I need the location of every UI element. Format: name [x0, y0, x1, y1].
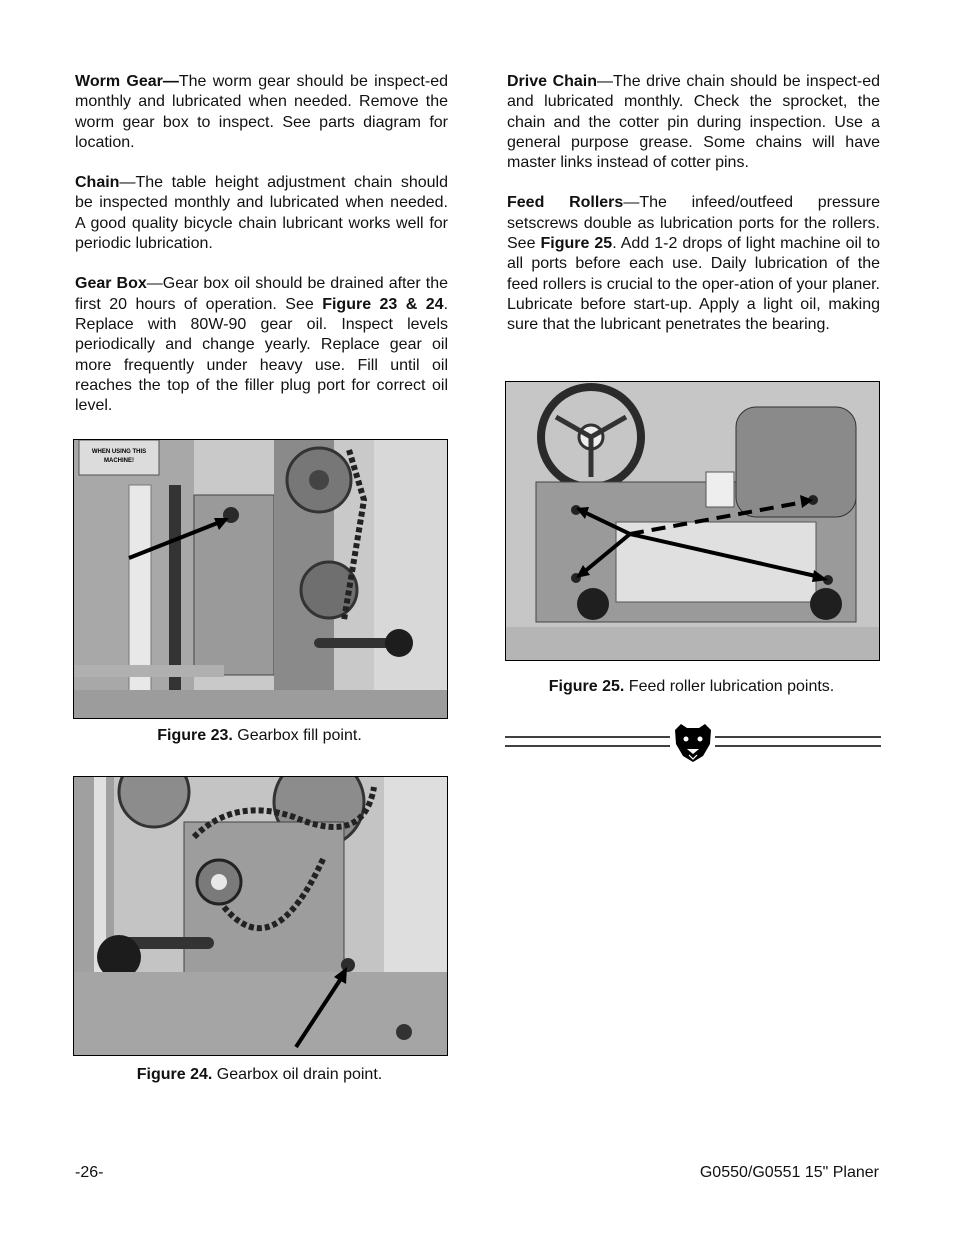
drive-chain-paragraph [507, 72, 880, 173]
gear-box-text-a: —Gear box oil should be drained after the first 20 hours of operation. See [75, 275, 449, 313]
figure-25-caption-text: Feed roller lubrication points. [624, 678, 835, 695]
figure-25-caption [505, 678, 878, 696]
figure-23-photo [73, 439, 448, 719]
left-column [75, 72, 448, 436]
gear-box-paragraph [75, 274, 448, 416]
figure-25-label: Figure 25. [548, 678, 625, 695]
chain-text: —The table height adjustment chain should be inspected monthly and lubricated when needed. A good quality bicycle chain lubricant works well for periodic lubrication. [75, 174, 448, 253]
figure-24-caption-text: Gearbox oil drain point. [212, 1066, 383, 1083]
warning-sticker-line-2: MACHINE! [104, 458, 134, 464]
feed-rollers-text-b: . Add 1-2 drops of light machine oil to all ports before each use. Daily lubrication of the feed rollers is crucial to the oper-ation of your planer. Lubricate before start-up. Apply a light oil, making sure that the lubricant penetrates the bearing. [507, 235, 880, 334]
worm-gear-heading: Worm Gear— [75, 73, 179, 90]
feed-roller-lubrication-illustration [506, 382, 879, 660]
gear-box-heading: Gear Box [75, 275, 147, 293]
figure-25-photo [505, 381, 880, 661]
feed-rollers-text-a: —The infeed/outfeed pressure setscrews double as lubrication ports for the rollers. See [507, 194, 880, 253]
figure-24-label: Figure 24. [136, 1066, 213, 1083]
divider-lines [505, 722, 881, 766]
chain-paragraph [75, 173, 448, 254]
figure-24-photo [73, 776, 448, 1056]
warning-sticker-line-1: WHEN USING THIS [91, 449, 147, 455]
gearbox-oil-drain-illustration [74, 777, 447, 1055]
feed-rollers-heading: Feed Rollers [507, 194, 624, 212]
bear-head-icon [675, 724, 711, 762]
section-divider [505, 722, 881, 766]
gear-box-text-b: . Replace with 80W-90 gear oil. Inspect levels periodically and change yearly. Replace gear oil more frequently under heavy use. Fill until oil reaches the top of the filler plug port for correct oil level. [75, 295, 449, 415]
drive-chain-text: —The drive chain should be inspect-ed and lubricated monthly. Check the sprocket, the chain and the cotter pin during inspection. Use a general purpose grease. Some chains will have master links instead of cotter pins. [507, 73, 880, 172]
gear-box-figure-ref: Figure 23 & 24 [322, 295, 444, 313]
worm-gear-text: The worm gear should be inspect-ed monthly and lubricated when needed. Remove the worm gear box to inspect. See parts diagram for location. [75, 73, 448, 151]
figure-23-caption-text: Gearbox fill point. [232, 727, 362, 744]
worm-gear-paragraph [75, 72, 448, 153]
figure-23-caption [73, 727, 446, 745]
page-number: -26- [75, 1164, 104, 1181]
chain-heading: Chain [75, 174, 120, 192]
figure-24-caption [73, 1066, 446, 1084]
drive-chain-heading: Drive Chain [507, 73, 598, 90]
right-column [507, 72, 880, 356]
product-name: G0550/G0551 15" Planer [699, 1164, 879, 1181]
gearbox-fill-point-illustration [74, 440, 447, 718]
feed-rollers-figure-ref: Figure 25 [540, 235, 613, 253]
figure-23-label: Figure 23. [157, 727, 233, 744]
feed-rollers-paragraph [507, 193, 880, 335]
